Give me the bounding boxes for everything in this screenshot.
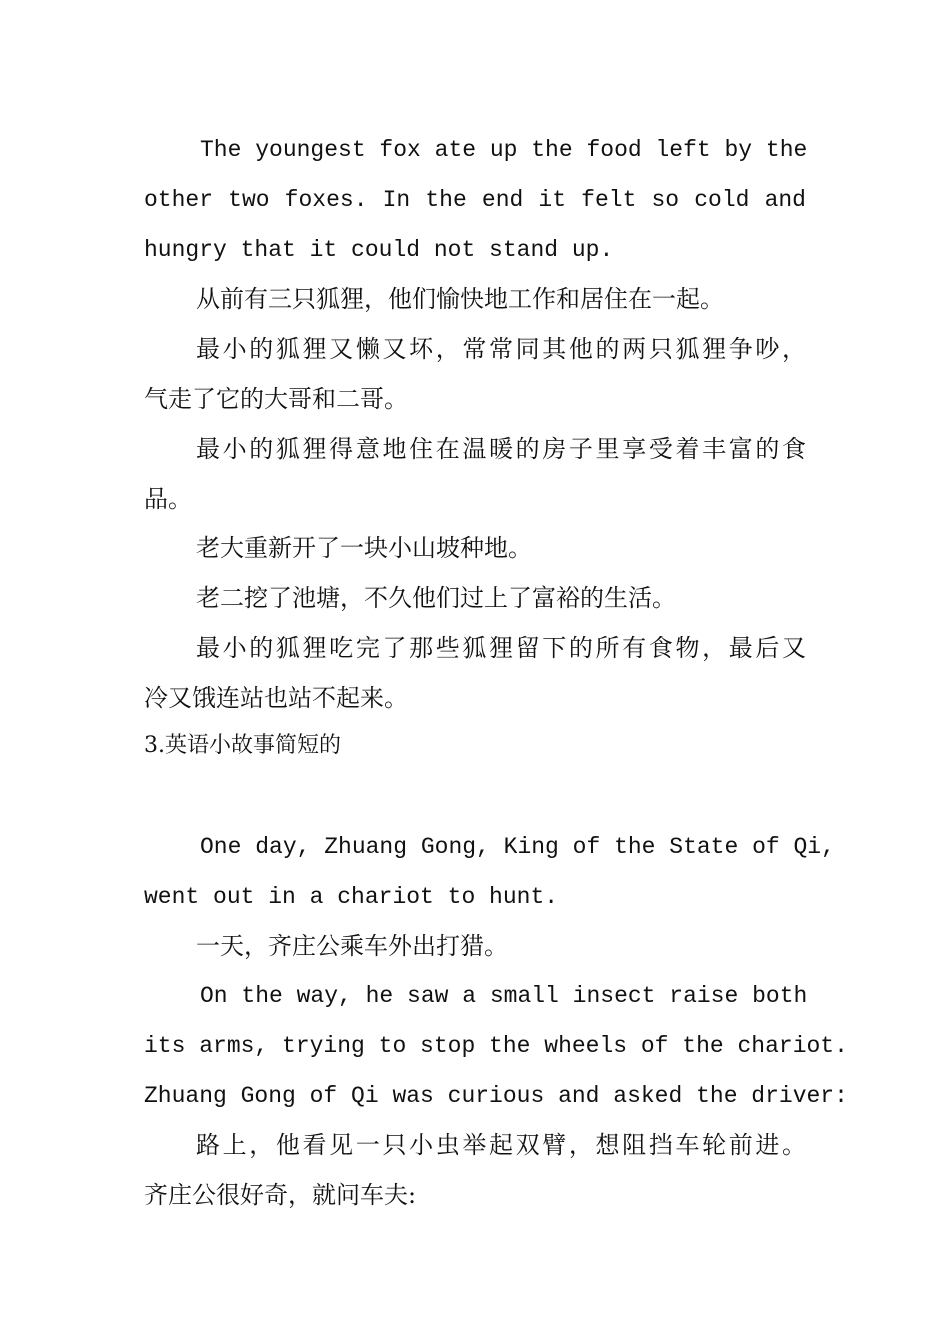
paragraph-line: 老二挖了池塘，不久他们过上了富裕的生活。	[196, 584, 676, 612]
paragraph-line: One day, Zhuang Gong, King of the State of Qi,	[200, 834, 835, 860]
paragraph-line: 冷又饿连站也站不起来。	[144, 684, 408, 712]
paragraph-line: 最小的狐狸得意地住在温暖的房子里享受着丰富的食	[196, 435, 806, 463]
paragraph-line: 最小的狐狸吃完了那些狐狸留下的所有食物，最后又	[196, 634, 806, 662]
paragraph-line: 齐庄公很好奇，就问车夫:	[144, 1181, 417, 1209]
paragraph-line: On the way, he saw a small insect raise both	[200, 983, 808, 1009]
paragraph-line: 从前有三只狐狸，他们愉快地工作和居住在一起。	[196, 285, 724, 313]
paragraph-line: 一天，齐庄公乘车外出打猎。	[196, 932, 508, 960]
paragraph-line: Zhuang Gong of Qi was curious and asked the driver:	[144, 1083, 848, 1109]
paragraph-line: 品。	[144, 485, 192, 513]
paragraph-line: went out in a chariot to hunt.	[144, 884, 559, 910]
paragraph-line: other two foxes. In the end it felt so cold and	[144, 187, 806, 213]
paragraph-line: its arms, trying to stop the wheels of the chariot.	[144, 1033, 848, 1059]
paragraph-line: 气走了它的大哥和二哥。	[144, 385, 408, 413]
paragraph-line: 老大重新开了一块小山坡种地。	[196, 534, 532, 562]
paragraph-line: hungry that it could not stand up.	[144, 237, 614, 263]
paragraph-line: 最小的狐狸又懒又坏，常常同其他的两只狐狸争吵，	[196, 335, 806, 363]
section-heading: 3.英语小故事简短的	[144, 733, 341, 758]
paragraph-line: The youngest fox ate up the food left by the	[200, 137, 808, 163]
paragraph-line: 路上，他看见一只小虫举起双臂，想阻挡车轮前进。	[196, 1131, 806, 1159]
